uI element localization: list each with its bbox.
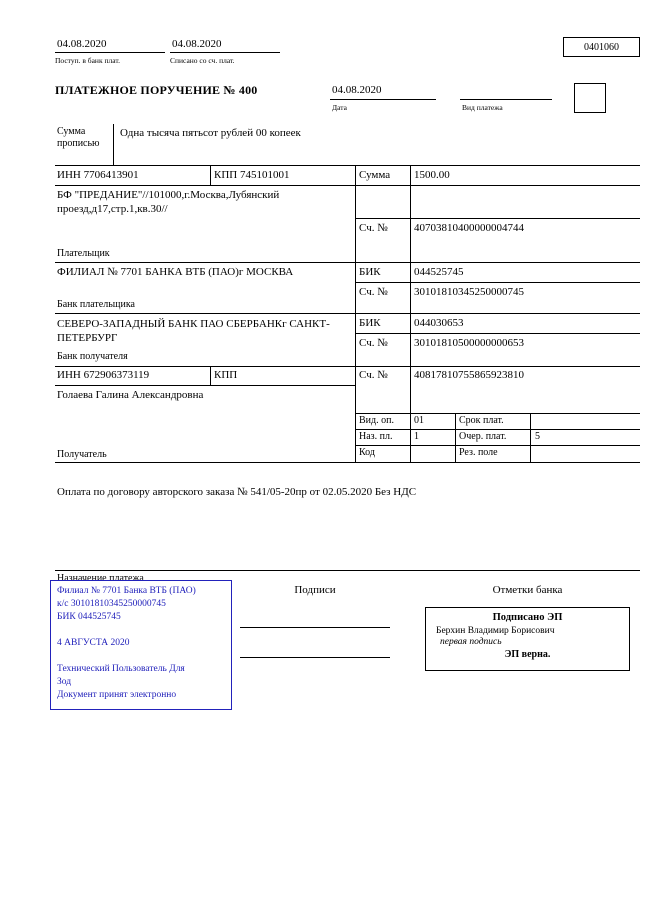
ep-signer-name: Берхин Владимир Борисович — [436, 626, 555, 636]
payer-bank-name: ФИЛИАЛ № 7701 БАНКА ВТБ (ПАО)г МОСКВА — [57, 266, 294, 278]
payer-name: БФ "ПРЕДАНИЕ"//101000,г.Москва,Лубянский проезд,д17,стр.1,кв.30// — [57, 189, 280, 215]
ep-stamp-title: Подписано ЭП — [492, 612, 563, 623]
bank-electronic-stamp — [50, 580, 232, 710]
payer-section-label: Плательщик — [57, 248, 110, 259]
payment-kind-label: Вид платежа — [462, 103, 503, 112]
op-kind-value: 01 — [414, 415, 424, 426]
bank-stamp-line: БИК 044525745 — [57, 612, 121, 622]
main-column-divider — [355, 166, 356, 462]
payer-bank-bik: 044525745 — [414, 266, 464, 278]
table-border — [55, 262, 640, 263]
bank-stamp-line: Документ принят электронно — [57, 690, 177, 700]
amount-words-divider — [113, 124, 114, 165]
payee-bank-bik-label: БИК — [359, 317, 381, 329]
table-border — [355, 413, 640, 414]
pay-term-label: Срок плат. — [459, 415, 504, 426]
payer-account-label: Сч. № — [359, 222, 388, 234]
document-date: 04.08.2020 — [332, 84, 382, 96]
table-border — [55, 366, 640, 367]
status-box — [574, 83, 606, 113]
table-border — [55, 185, 640, 186]
mini-grid-divider — [455, 413, 456, 462]
signature-line-2 — [240, 657, 390, 658]
payee-inn: ИНН 672906373119 — [57, 369, 150, 381]
mini-grid-divider — [530, 413, 531, 462]
payee-bank-account: 30101810500000000653 — [414, 337, 524, 349]
inn-kpp-divider — [210, 366, 211, 385]
table-border — [355, 282, 640, 283]
table-border — [55, 313, 640, 314]
table-border — [55, 165, 640, 166]
table-border — [355, 333, 640, 334]
date-written-off-label: Списано со сч. плат. — [170, 56, 235, 65]
payee-bank-bik: 044030653 — [414, 317, 464, 329]
payer-account: 40703810400000004744 — [414, 222, 524, 234]
bank-stamp-line: 4 АВГУСТА 2020 — [57, 638, 130, 648]
bank-stamp-line: Зод — [57, 677, 72, 687]
payee-bank-account-label: Сч. № — [359, 337, 388, 349]
sum-label: Сумма — [359, 169, 391, 181]
date-received-underline — [55, 52, 165, 53]
inn-kpp-divider — [210, 166, 211, 185]
document-title: ПЛАТЕЖНОЕ ПОРУЧЕНИЕ № 400 — [55, 83, 258, 97]
payee-bank-name: СЕВЕРО-ЗАПАДНЫЙ БАНК ПАО СБЕРБАНКг САНКТ-ПЕТЕРБУРГ — [57, 318, 330, 344]
purpose-underline — [55, 570, 640, 571]
op-kind-label: Вид. оп. — [359, 415, 394, 426]
document-date-label: Дата — [332, 103, 347, 112]
payee-bank-section-label: Банк получателя — [57, 351, 128, 362]
table-border — [355, 218, 640, 219]
table-border — [55, 462, 640, 463]
payer-bank-bik-label: БИК — [359, 266, 381, 278]
payee-name: Голаева Галина Александровна — [57, 389, 204, 401]
code-label: Код — [359, 447, 375, 458]
date-received: 04.08.2020 — [57, 38, 107, 50]
date-written-off-underline — [170, 52, 280, 53]
bank-marks-header: Отметки банка — [492, 584, 563, 596]
payee-kpp-label: КПП — [214, 369, 238, 381]
payment-kind-underline — [460, 99, 552, 100]
amount-words-label: Сумма прописью — [57, 126, 100, 149]
table-border — [355, 445, 640, 446]
payer-kpp: КПП 745101001 — [214, 169, 290, 181]
reserve-field-label: Рез. поле — [459, 447, 498, 458]
bank-stamp-line: к/с 30101810345250000745 — [57, 599, 166, 609]
bank-stamp-line — [57, 650, 225, 663]
bank-stamp-line: Филиал № 7701 Банка ВТБ (ПАО) — [57, 586, 196, 596]
payee-account-label: Сч. № — [359, 369, 388, 381]
priority-label: Очер. плат. — [459, 431, 507, 442]
payee-section-label: Получатель — [57, 449, 107, 460]
bank-stamp-line — [57, 624, 225, 637]
purpose-code-value: 1 — [414, 431, 419, 442]
payer-bank-account-label: Сч. № — [359, 286, 388, 298]
payment-purpose-label: Назначение платежа — [57, 573, 144, 584]
ep-signature-kind: первая подпись — [440, 637, 502, 647]
amount-words-value: Одна тысяча пятьсот рублей 00 копеек — [120, 127, 301, 139]
payer-inn: ИНН 7706413901 — [57, 169, 139, 181]
table-border — [355, 429, 640, 430]
date-received-label: Поступ. в банк плат. — [55, 56, 120, 65]
ep-verified-text: ЭП верна. — [504, 649, 551, 660]
table-border — [55, 385, 355, 386]
document-date-underline — [330, 99, 436, 100]
sum-value: 1500.00 — [414, 169, 450, 181]
payment-purpose-text: Оплата по договору авторского заказа № 541/05-20пр от 02.05.2020 Без НДС — [57, 486, 417, 498]
bank-stamp-line: Технический Пользователь Для — [57, 664, 185, 674]
electronic-signature-stamp — [425, 607, 630, 671]
form-code-box: 0401060 — [563, 37, 640, 57]
purpose-code-label: Наз. пл. — [359, 431, 393, 442]
value-column-divider — [410, 166, 411, 462]
payer-bank-account: 30101810345250000745 — [414, 286, 524, 298]
signatures-header: Подписи — [294, 584, 336, 596]
payer-bank-section-label: Банк плательщика — [57, 299, 135, 310]
date-written-off: 04.08.2020 — [172, 38, 222, 50]
priority-value: 5 — [535, 431, 540, 442]
payee-account: 40817810755865923810 — [414, 369, 524, 381]
signature-line-1 — [240, 627, 390, 628]
